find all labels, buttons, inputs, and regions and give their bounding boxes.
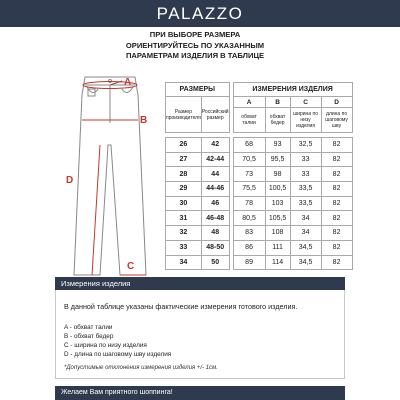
table-cell: 42 <box>201 138 229 153</box>
table-cell: 33 <box>290 152 321 167</box>
col-letter-a: A <box>233 97 265 108</box>
table-cell: 82 <box>321 196 352 211</box>
table-cell: 31 <box>166 211 202 226</box>
table-cell: 28 <box>166 167 202 182</box>
table-cell: 27 <box>166 152 202 167</box>
table-row <box>166 226 353 241</box>
table-cell: 70,5 <box>233 152 265 167</box>
table-cell: 42-44 <box>201 152 229 167</box>
intro-text: В данной таблице указаны фактические измерения готового изделия. <box>64 302 298 311</box>
table-cell: 33,5 <box>290 196 321 211</box>
table-cell: 50 <box>201 255 229 270</box>
table-row <box>166 211 353 226</box>
table-cell: 82 <box>321 240 352 255</box>
table-cell: 46 <box>201 196 229 211</box>
table-cell: 75,5 <box>233 182 265 197</box>
col-header-hem-width: ширина по низу изделия <box>290 108 321 133</box>
table-cell: 30 <box>166 196 202 211</box>
section-title: Измерения изделия <box>55 277 345 290</box>
col-header-waist: обхват талии <box>233 108 265 133</box>
table-cell: 82 <box>321 182 352 197</box>
col-letter-d: D <box>321 97 352 108</box>
col-letter-c: C <box>290 97 321 108</box>
table-cell: 108 <box>265 226 290 241</box>
table-cell: 95,5 <box>265 152 290 167</box>
table-cell: 86 <box>233 240 265 255</box>
table-row <box>166 196 353 211</box>
size-table <box>165 82 353 270</box>
measurements-header: ИЗМЕРЕНИЯ ИЗДЕЛИЯ <box>233 83 352 97</box>
legend-item: B - обхват бедер <box>64 333 114 340</box>
heading-line: ПАРАМЕТРАМ ИЗДЕЛИЯ В ТАБЛИЦЕ <box>125 51 265 60</box>
table-cell: 34,5 <box>290 255 321 270</box>
table-cell: 34 <box>290 211 321 226</box>
table-cell: 33 <box>166 240 202 255</box>
table-cell: 73 <box>233 167 265 182</box>
col-header-ru-size: Российский размер <box>201 97 229 133</box>
table-cell: 82 <box>321 138 352 153</box>
table-cell: 29 <box>166 182 202 197</box>
table-row <box>166 167 353 182</box>
heading <box>110 30 280 62</box>
table-row <box>166 152 353 167</box>
table-cell: 33,5 <box>290 182 321 197</box>
legend-item: D - длина по шаговому шву изделия <box>64 351 172 358</box>
label-c: C <box>127 261 135 272</box>
footer-banner: Желаем Вам приятного шоппинга! <box>55 386 345 400</box>
sizes-header: РАЗМЕРЫ <box>166 83 230 97</box>
table-cell: 48 <box>201 226 229 241</box>
label-b: B <box>140 115 148 126</box>
table-row <box>166 240 353 255</box>
table-row <box>166 255 353 270</box>
table-cell: 80,5 <box>233 211 265 226</box>
table-cell: 93 <box>265 138 290 153</box>
brand-name: PALAZZO <box>156 3 244 23</box>
table-cell: 105,5 <box>265 211 290 226</box>
heading-line: ОРИЕНТИРУЙТЕСЬ ПО УКАЗАННЫМ <box>125 40 265 50</box>
tolerance-note: *Допустимые отклонения измерения изделия +/- 1см. <box>64 365 218 371</box>
jeans-diagram <box>40 65 165 287</box>
top-banner <box>0 0 400 27</box>
table-cell: 100,5 <box>265 182 290 197</box>
table-cell: 32,5 <box>290 138 321 153</box>
table-cell: 34 <box>166 255 202 270</box>
table-cell: 32 <box>166 226 202 241</box>
table-cell: 103 <box>265 196 290 211</box>
table-cell: 82 <box>321 255 352 270</box>
table-cell: 82 <box>321 211 352 226</box>
table-cell: 89 <box>233 255 265 270</box>
table-cell: 83 <box>233 226 265 241</box>
table-cell: 44-46 <box>201 182 229 197</box>
table-cell: 111 <box>265 240 290 255</box>
col-letter-b: B <box>265 97 290 108</box>
table-cell: 78 <box>233 196 265 211</box>
table-cell: 114 <box>265 255 290 270</box>
table-cell: 44 <box>201 167 229 182</box>
label-d: D <box>66 175 74 186</box>
table-row <box>166 182 353 197</box>
col-header-maker-size: Размер производителя <box>166 97 202 133</box>
table-cell: 98 <box>265 167 290 182</box>
label-a: A <box>124 77 132 88</box>
col-header-inseam: длина по шаговому шву <box>321 108 352 133</box>
table-cell: 82 <box>321 226 352 241</box>
legend-item: C - ширина по низу изделия <box>64 342 147 349</box>
heading-line: ПРИ ВЫБОРЕ РАЗМЕРА <box>149 30 241 39</box>
table-cell: 82 <box>321 152 352 167</box>
table-cell: 26 <box>166 138 202 153</box>
table-cell: 68 <box>233 138 265 153</box>
legend <box>64 323 171 359</box>
inseam-marker <box>92 145 100 275</box>
table-cell: 48-50 <box>201 240 229 255</box>
table-row <box>166 138 353 153</box>
size-table-wrap <box>165 82 353 270</box>
col-header-hips: обхват бедер <box>265 108 290 133</box>
measurements-info <box>55 290 345 379</box>
table-cell: 34 <box>290 226 321 241</box>
table-cell: 34,5 <box>290 240 321 255</box>
table-cell: 82 <box>321 167 352 182</box>
table-cell: 46-48 <box>201 211 229 226</box>
table-cell: 33 <box>290 167 321 182</box>
legend-item: A - обхват талии <box>64 324 113 331</box>
